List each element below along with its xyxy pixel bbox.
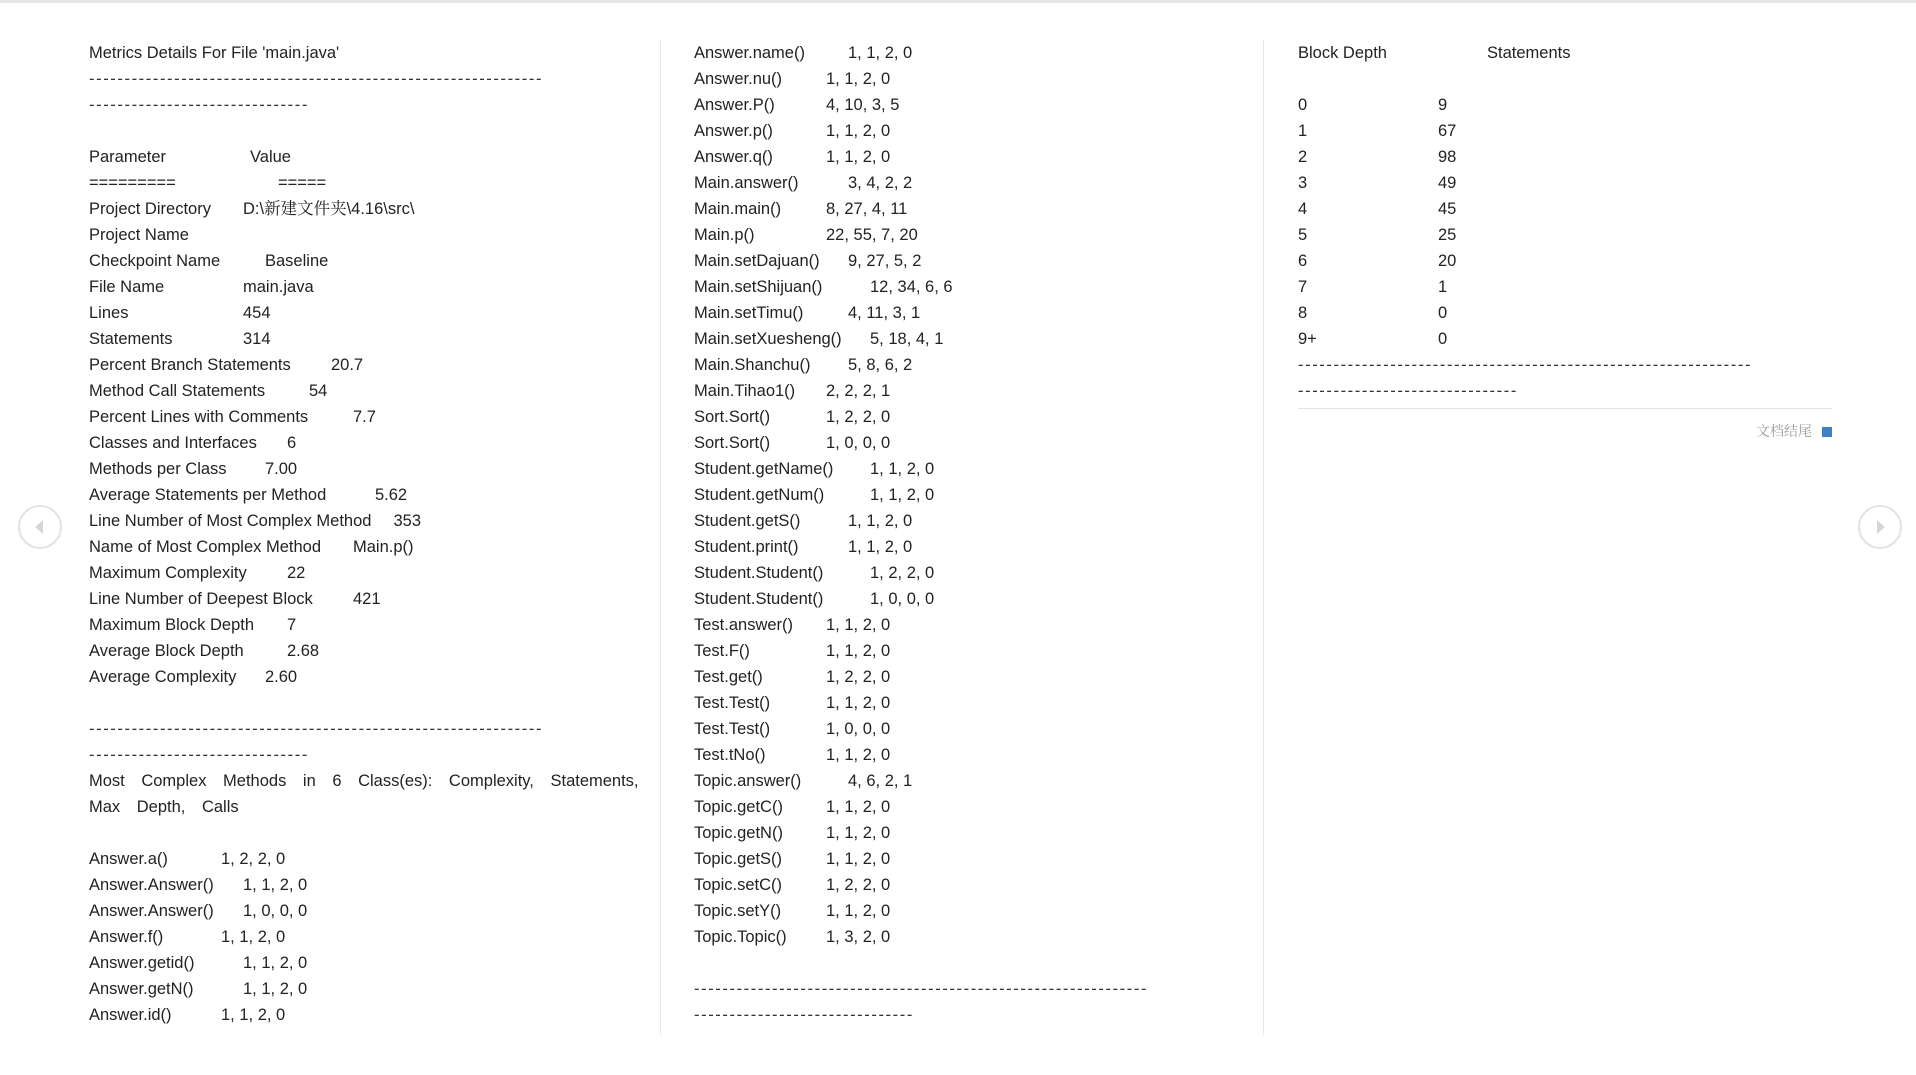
separator-line: ------------------------------- [1298, 382, 1518, 400]
block-depth-row [1298, 144, 1863, 170]
method-row [89, 950, 658, 976]
method-row [694, 742, 1262, 768]
method-row-value: 1, 1, 2, 0 [221, 928, 286, 946]
method-row-key: Main.Shanchu() [694, 356, 811, 374]
method-row-key: Main.setTimu() [694, 304, 804, 322]
parameter-row-value: 54 [309, 382, 328, 400]
block-depth-list [1298, 92, 1863, 352]
page-column-2 [660, 40, 1262, 1035]
block-depth-value: 4 [1298, 200, 1308, 218]
end-divider [1298, 408, 1832, 409]
method-row-value: 4, 11, 3, 1 [848, 304, 921, 322]
method-row-key: Student.getNum() [694, 486, 825, 504]
block-depth-header [1298, 40, 1863, 66]
method-row-key: Answer.f() [89, 928, 164, 946]
method-row-value: 1, 0, 0, 0 [826, 434, 891, 452]
method-row [89, 976, 658, 1002]
method-row [694, 690, 1262, 716]
parameter-row-value: 421 [353, 590, 381, 608]
parameter-row [89, 378, 658, 404]
parameter-row [89, 508, 658, 534]
separator-line: ------------------------------- [89, 746, 309, 764]
top-border [0, 0, 1916, 3]
end-square-icon [1822, 427, 1832, 437]
method-row-value: 1, 1, 2, 0 [826, 850, 891, 868]
method-row-value: 1, 2, 2, 0 [826, 668, 891, 686]
statements-count: 98 [1438, 148, 1457, 166]
method-row-key: Answer.name() [694, 44, 805, 62]
method-row-key: Topic.getC() [694, 798, 783, 816]
method-row [694, 300, 1262, 326]
parameter-row-key: Lines [89, 304, 129, 322]
method-row-value: 1, 1, 2, 0 [826, 798, 891, 816]
block-depth-row [1298, 196, 1863, 222]
parameter-row-value: 2.60 [265, 668, 298, 686]
method-row-value: 1, 3, 2, 0 [826, 928, 891, 946]
method-row [694, 898, 1262, 924]
methods-list [89, 846, 658, 1028]
method-row-value: 12, 34, 6, 6 [870, 278, 953, 296]
document-end-marker [1298, 421, 1832, 441]
chevron-left-icon [20, 507, 60, 547]
parameter-row-key: Percent Lines with Comments [89, 408, 309, 426]
separator-line: ---------------------------------------------------------------- [694, 980, 1149, 998]
method-row-key: Answer.nu() [694, 70, 783, 88]
separator-line: ------------------------------- [694, 1006, 914, 1024]
value-underline: ===== [278, 174, 327, 192]
method-row-value: 2, 2, 2, 1 [826, 382, 891, 400]
parameter-row-key: Line Number of Most Complex Method [89, 512, 372, 530]
method-row-value: 1, 1, 2, 0 [848, 512, 913, 530]
method-row [89, 898, 658, 924]
method-row [694, 118, 1262, 144]
method-row-value: 1, 1, 2, 0 [826, 746, 891, 764]
method-row-value: 4, 10, 3, 5 [826, 96, 900, 114]
method-row-value: 9, 27, 5, 2 [848, 252, 922, 270]
statements-count: 9 [1438, 96, 1448, 114]
block-depth-value: 2 [1298, 148, 1308, 166]
method-row-key: Test.Test() [694, 720, 771, 738]
method-row-value: 1, 1, 2, 0 [826, 694, 891, 712]
document-title: Metrics Details For File 'main.java' [89, 44, 340, 62]
parameter-row-key: Average Complexity [89, 668, 237, 686]
method-row-key: Answer.Answer() [89, 876, 214, 894]
block-depth-value: 3 [1298, 174, 1308, 192]
parameter-row-key: Average Statements per Method [89, 486, 327, 504]
parameter-row-value: 454 [243, 304, 271, 322]
method-row [694, 92, 1262, 118]
block-depth-row [1298, 326, 1863, 352]
parameter-list [89, 196, 658, 690]
method-row-value: 1, 1, 2, 0 [243, 876, 308, 894]
statements-count: 49 [1438, 174, 1457, 192]
parameter-row [89, 274, 658, 300]
method-row-value: 1, 1, 2, 0 [826, 902, 891, 920]
method-row-key: Topic.Topic() [694, 928, 787, 946]
block-depth-value: 0 [1298, 96, 1308, 114]
method-row [694, 144, 1262, 170]
parameter-row-value: 5.62 [375, 486, 408, 504]
method-row [694, 196, 1262, 222]
method-row [694, 378, 1262, 404]
method-row [694, 326, 1262, 352]
method-row-value: 1, 1, 2, 0 [243, 954, 308, 972]
method-row-value: 3, 4, 2, 2 [848, 174, 913, 192]
block-depth-row [1298, 248, 1863, 274]
method-row-key: Student.Student() [694, 590, 824, 608]
block-depth-value: 7 [1298, 278, 1308, 296]
block-depth-row [1298, 170, 1863, 196]
methods-heading: Most Complex Methods in 6 Class(es): Complexity, Statements, Max Depth, Calls [89, 772, 639, 816]
param-table-underline [89, 170, 658, 196]
method-row-key: Student.Student() [694, 564, 824, 582]
parameter-row-value: 7.00 [265, 460, 298, 478]
separator-line: ------------------------------- [89, 96, 309, 114]
method-row [694, 40, 1262, 66]
method-row-value: 1, 1, 2, 0 [848, 44, 913, 62]
separator-line: ---------------------------------------------------------------- [89, 720, 544, 738]
parameter-row-value: 7.7 [353, 408, 376, 426]
param-header: Parameter [89, 148, 167, 166]
method-row-key: Topic.getN() [694, 824, 783, 842]
method-row-value: 1, 0, 0, 0 [870, 590, 935, 608]
method-row [694, 404, 1262, 430]
parameter-row-key: Checkpoint Name [89, 252, 221, 270]
parameter-row [89, 430, 658, 456]
method-row [694, 638, 1262, 664]
method-row-key: Topic.getS() [694, 850, 783, 868]
method-row-key: Answer.a() [89, 850, 168, 868]
block-depth-row [1298, 92, 1863, 118]
method-row [694, 820, 1262, 846]
method-row [694, 664, 1262, 690]
parameter-row [89, 482, 658, 508]
parameter-row [89, 300, 658, 326]
method-row-value: 1, 2, 2, 0 [826, 876, 891, 894]
method-row-value: 5, 18, 4, 1 [870, 330, 944, 348]
method-row [694, 794, 1262, 820]
parameter-row-key: Percent Branch Statements [89, 356, 291, 374]
parameter-row [89, 352, 658, 378]
method-row-value: 1, 2, 2, 0 [221, 850, 286, 868]
method-row [694, 924, 1262, 950]
method-row [694, 482, 1262, 508]
parameter-row-value: 2.68 [287, 642, 320, 660]
param-underline: ========= [89, 174, 176, 192]
method-row-value: 1, 0, 0, 0 [243, 902, 308, 920]
method-row-value: 1, 1, 2, 0 [826, 148, 891, 166]
block-depth-value: 5 [1298, 226, 1308, 244]
method-row-key: Answer.p() [694, 122, 773, 140]
method-row [694, 170, 1262, 196]
method-row-key: Test.answer() [694, 616, 794, 634]
block-depth-value: 8 [1298, 304, 1308, 322]
method-row-value: 1, 1, 2, 0 [848, 538, 913, 556]
method-row [89, 924, 658, 950]
parameter-row-key: Name of Most Complex Method [89, 538, 322, 556]
method-row-value: 1, 2, 2, 0 [826, 408, 891, 426]
parameter-row [89, 404, 658, 430]
parameter-row-key: Classes and Interfaces [89, 434, 257, 452]
statements-count: 45 [1438, 200, 1457, 218]
method-row-key: Student.getS() [694, 512, 801, 530]
method-row-key: Main.setShijuan() [694, 278, 823, 296]
parameter-row-value: 22 [287, 564, 306, 582]
method-row-value: 1, 1, 2, 0 [826, 616, 891, 634]
method-row-key: Test.tNo() [694, 746, 766, 764]
parameter-row-value: Main.p() [353, 538, 414, 556]
parameter-row [89, 586, 658, 612]
parameter-row-key: Average Block Depth [89, 642, 244, 660]
parameter-row-key: Project Name [89, 226, 189, 244]
next-page-button[interactable] [1858, 505, 1902, 549]
parameter-row-value: 7 [287, 616, 297, 634]
parameter-row [89, 248, 658, 274]
method-row-key: Main.setXuesheng() [694, 330, 842, 348]
method-row-value: 1, 1, 2, 0 [870, 460, 935, 478]
method-row-key: Answer.P() [694, 96, 775, 114]
page-column-3 [1263, 40, 1863, 1035]
method-row [694, 716, 1262, 742]
method-row [694, 872, 1262, 898]
method-row-key: Answer.getid() [89, 954, 195, 972]
method-row [694, 768, 1262, 794]
block-depth-row [1298, 118, 1863, 144]
method-row-value: 4, 6, 2, 1 [848, 772, 913, 790]
block-depth-value: 6 [1298, 252, 1308, 270]
parameter-row-key: Maximum Complexity [89, 564, 247, 582]
method-row-key: Test.F() [694, 642, 750, 660]
method-row-value: 8, 27, 4, 11 [826, 200, 908, 218]
method-row-key: Sort.Sort() [694, 434, 771, 452]
method-row [694, 456, 1262, 482]
method-row-key: Topic.setY() [694, 902, 782, 920]
statements-count: 0 [1438, 304, 1448, 322]
method-row-key: Answer.q() [694, 148, 773, 166]
method-row [89, 872, 658, 898]
parameter-row [89, 664, 658, 690]
parameter-row-value: D:\新建文件夹\4.16\src\ [243, 200, 415, 218]
depth-header: Block Depth [1298, 44, 1387, 62]
statements-header: Statements [1487, 44, 1571, 62]
method-row [694, 352, 1262, 378]
statements-count: 25 [1438, 226, 1457, 244]
parameter-row-value: 314 [243, 330, 271, 348]
method-row-key: Main.Tihao1() [694, 382, 796, 400]
statements-count: 0 [1438, 330, 1448, 348]
parameter-row-key: File Name [89, 278, 165, 296]
method-row [694, 66, 1262, 92]
parameter-row-value: 20.7 [331, 356, 364, 374]
method-row [694, 612, 1262, 638]
parameter-row [89, 222, 658, 248]
parameter-row-key: Statements [89, 330, 173, 348]
parameter-row [89, 612, 658, 638]
method-row-value: 5, 8, 6, 2 [848, 356, 913, 374]
method-row-value: 1, 0, 0, 0 [826, 720, 891, 738]
method-row-value: 1, 1, 2, 0 [221, 1006, 286, 1024]
method-row-value: 22, 55, 7, 20 [826, 226, 918, 244]
methods-list [694, 40, 1262, 950]
method-row-key: Main.answer() [694, 174, 799, 192]
method-row-key: Sort.Sort() [694, 408, 771, 426]
parameter-row-value: 6 [287, 434, 297, 452]
method-row-key: Topic.answer() [694, 772, 802, 790]
method-row-key: Student.getName() [694, 460, 834, 478]
method-row [89, 1002, 658, 1028]
param-table-header [89, 144, 658, 170]
statements-count: 1 [1438, 278, 1448, 296]
method-row-value: 1, 2, 2, 0 [870, 564, 935, 582]
page-column-1 [80, 40, 658, 1035]
separator-line: ---------------------------------------------------------------- [89, 70, 544, 88]
parameter-row-key: Method Call Statements [89, 382, 266, 400]
method-row [694, 846, 1262, 872]
parameter-row [89, 534, 658, 560]
method-row [694, 586, 1262, 612]
parameter-row-key: Project Directory [89, 200, 211, 218]
parameter-row [89, 196, 658, 222]
statements-count: 67 [1438, 122, 1457, 140]
parameter-row [89, 326, 658, 352]
parameter-row-key: Methods per Class [89, 460, 227, 478]
method-row-value: 1, 1, 2, 0 [243, 980, 308, 998]
method-row-key: Main.p() [694, 226, 755, 244]
parameter-row-value: main.java [243, 278, 314, 296]
method-row-key: Answer.getN() [89, 980, 194, 998]
method-row [694, 248, 1262, 274]
block-depth-value: 9+ [1298, 330, 1317, 348]
parameter-row-value: Baseline [265, 252, 329, 270]
method-row [694, 508, 1262, 534]
chevron-right-icon [1860, 507, 1900, 547]
method-row-key: Answer.Answer() [89, 902, 214, 920]
method-row-key: Main.main() [694, 200, 782, 218]
block-depth-row [1298, 300, 1863, 326]
method-row [694, 430, 1262, 456]
method-row-value: 1, 1, 2, 0 [826, 122, 891, 140]
value-header: Value [250, 148, 291, 166]
statements-count: 20 [1438, 252, 1457, 270]
separator-line: ---------------------------------------------------------------- [1298, 356, 1753, 374]
method-row [694, 274, 1262, 300]
method-row-key: Answer.id() [89, 1006, 172, 1024]
method-row-key: Main.setDajuan() [694, 252, 820, 270]
block-depth-row [1298, 222, 1863, 248]
parameter-row-value: 353 [393, 512, 421, 530]
previous-page-button[interactable] [18, 505, 62, 549]
parameter-row [89, 456, 658, 482]
end-label: 文档结尾 [1756, 423, 1812, 439]
method-row-value: 1, 1, 2, 0 [826, 642, 891, 660]
method-row-key: Student.print() [694, 538, 799, 556]
method-row-key: Topic.setC() [694, 876, 783, 894]
parameter-row-key: Line Number of Deepest Block [89, 590, 313, 608]
method-row [694, 534, 1262, 560]
method-row-value: 1, 1, 2, 0 [870, 486, 935, 504]
method-row [694, 560, 1262, 586]
block-depth-row [1298, 274, 1863, 300]
method-row-value: 1, 1, 2, 0 [826, 824, 891, 842]
parameter-row-key: Maximum Block Depth [89, 616, 255, 634]
method-row-value: 1, 1, 2, 0 [826, 70, 891, 88]
block-depth-value: 1 [1298, 122, 1308, 140]
parameter-row [89, 560, 658, 586]
parameter-row [89, 638, 658, 664]
method-row [89, 846, 658, 872]
method-row-key: Test.Test() [694, 694, 771, 712]
method-row [694, 222, 1262, 248]
method-row-key: Test.get() [694, 668, 763, 686]
